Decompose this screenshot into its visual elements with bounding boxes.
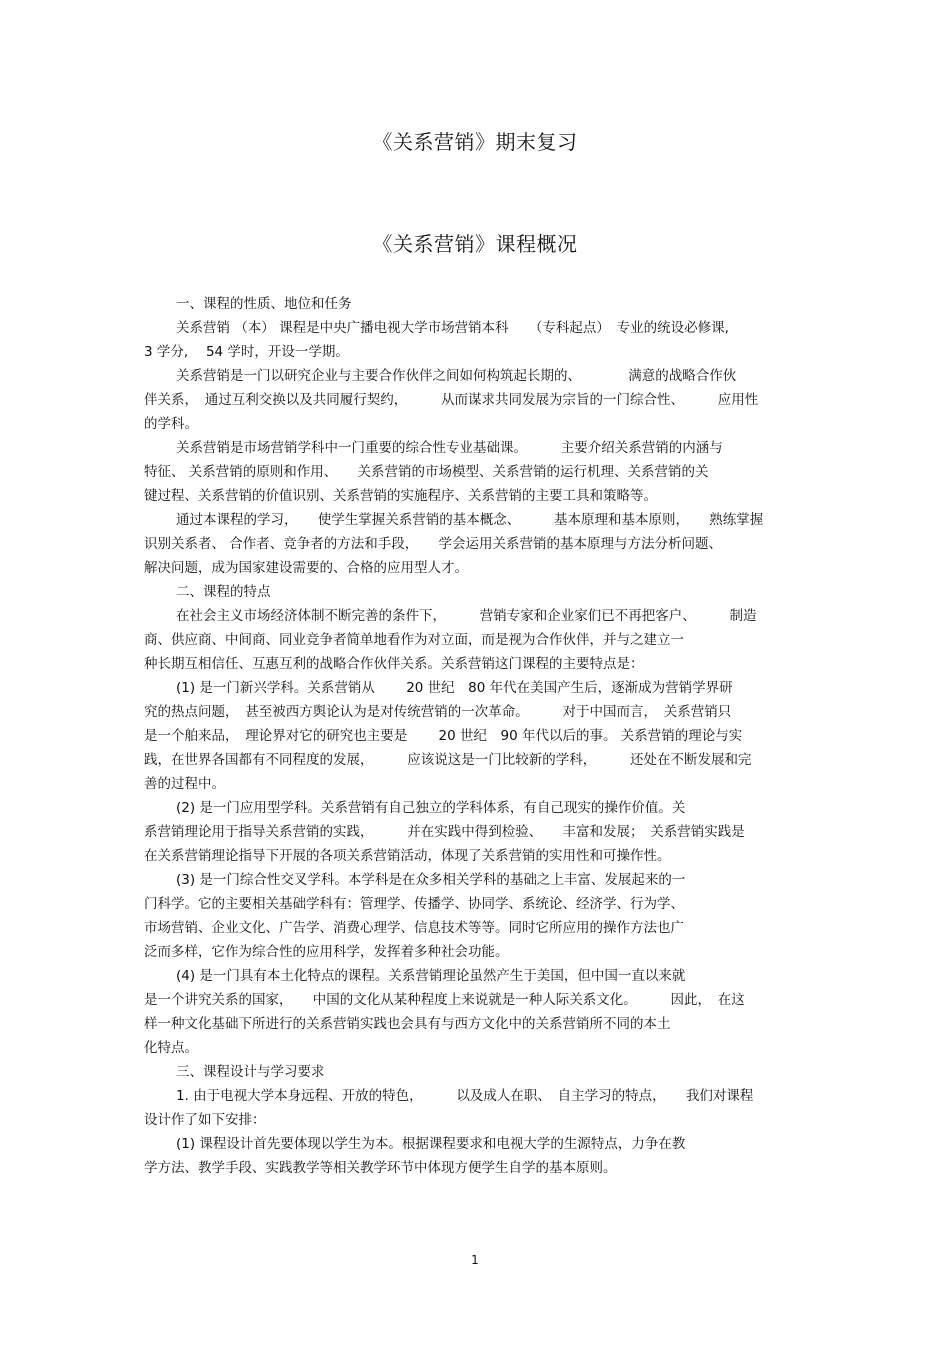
paragraph-line: 系营销理论用于指导关系营销的实践， 并在实践中得到检验、 丰富和发展； 关系营销实践是: [144, 824, 745, 840]
paragraph-line: (2) 是一门应用型学科。关系营销有自己独立的学科体系，有自己现实的操作价值。关: [176, 800, 686, 816]
document-title: 《关系营销》期末复习: [372, 130, 578, 154]
paragraph-line: 的学科。: [144, 416, 198, 432]
paragraph-line: 市场营销、企业文化、广告学、消费心理学、信息技术等等。同时它所应用的操作方法也广: [144, 920, 684, 936]
paragraph-line: 识别关系者、 合作者、竞争者的方法和手段， 学会运用关系营销的基本原理与方法分析问题、: [144, 536, 723, 552]
document-subtitle: 《关系营销》课程概况: [372, 232, 578, 256]
paragraph-line: 是一个讲究关系的国家， 中国的文化从某种程度上来说就是一种人际关系文化。 因此， 在这: [144, 992, 745, 1008]
paragraph-line: 是一个舶来品， 理论界对它的研究也主要是 20 世纪 90 年代以后的事。 关系营销的理论与实: [144, 728, 743, 744]
paragraph-line: 解决问题，成为国家建设需要的、合格的应用型人才。: [144, 560, 468, 576]
paragraph-line: 在社会主义市场经济体制不断完善的条件下， 营销专家和企业家们已不再把客户、 制造: [176, 608, 757, 624]
paragraph-line: (3) 是一门综合性交叉学科。本学科是在众多相关学科的基础之上丰富、发展起来的一: [176, 872, 686, 888]
paragraph-line: 通过本课程的学习， 使学生掌握关系营销的基本概念、 基本原理和基本原则， 熟练掌握: [176, 512, 764, 528]
paragraph-line: 样一种文化基础下所进行的关系营销实践也会具有与西方文化中的关系营销所不同的本土: [144, 1016, 671, 1032]
paragraph-line: 键过程、关系营销的价值识别、关系营销的实施程序、关系营销的主要工具和策略等。: [144, 488, 657, 504]
paragraph-line: 在关系营销理论指导下开展的各项关系营销活动，体现了关系营销的实用性和可操作性。: [144, 848, 671, 864]
paragraph-line: 特征、 关系营销的原则和作用、 关系营销的市场模型、关系营销的运行机理、关系营销的关: [144, 464, 709, 480]
document-body: [144, 292, 804, 1180]
paragraph-line: 1. 由于电视大学本身远程、开放的特色， 以及成人在职、 自主学习的特点， 我们对课程: [176, 1088, 754, 1104]
section-heading: 二、课程的特点: [176, 584, 271, 600]
paragraph-line: 究的热点问题， 甚至被西方舆论认为是对传统营销的一次革命。 对于中国而言， 关系营销只: [144, 704, 732, 720]
paragraph-line: 种长期互相信任、互惠互利的战略合作伙伴关系。关系营销这门课程的主要特点是：: [144, 656, 644, 672]
paragraph-line: 3 学分, 54 学时，开设一学期。: [144, 344, 349, 360]
paragraph-line: 商、供应商、中间商、同业竞争者简单地看作为对立面，而是视为合作伙伴，并与之建立一: [144, 632, 684, 648]
paragraph-line: 泛而多样，它作为综合性的应用科学，发挥着多种社会功能。: [144, 944, 509, 960]
page-number: 1: [471, 1253, 479, 1267]
paragraph-line: 善的过程中。: [144, 776, 225, 792]
paragraph-line: (1) 课程设计首先要体现以学生为本。根据课程要求和电视大学的生源特点，力争在教: [176, 1136, 686, 1152]
paragraph-line: 学方法、教学手段、实践教学等相关教学环节中体现方便学生自学的基本原则。: [144, 1160, 617, 1176]
paragraph-line: (4) 是一门具有本土化特点的课程。关系营销理论虽然产生于美国，但中国一直以来就: [176, 968, 686, 984]
paragraph-line: 关系营销是一门以研究企业与主要合作伙伴之间如何构筑起长期的、 满意的战略合作伙: [176, 368, 737, 384]
paragraph-line: 关系营销是市场营销学科中一门重要的综合性专业基础课。 主要介绍关系营销的内涵与: [176, 440, 723, 456]
paragraph-line: 设计作了如下安排：: [144, 1112, 266, 1128]
paragraph-line: 化特点。: [144, 1040, 198, 1056]
paragraph-line: (1) 是一门新兴学科。关系营销从 20 世纪 80 年代在美国产生后，逐渐成为营销学界研: [176, 680, 733, 696]
paragraph-line: 门科学。它的主要相关基础学科有：管理学、传播学、协同学、系统论、经济学、行为学、: [144, 896, 684, 912]
paragraph-line: 关系营销 （本） 课程是中央广播电视大学市场营销本科 （专科起点） 专业的统设必修课,: [176, 320, 729, 336]
section-heading: 三、课程设计与学习要求: [176, 1064, 325, 1080]
section-heading: 一、课程的性质、地位和任务: [176, 296, 352, 312]
paragraph-line: 践，在世界各国都有不同程度的发展， 应该说这是一门比较新的学科， 还处在不断发展和完: [144, 752, 752, 768]
paragraph-line: 伴关系， 通过互利交换以及共同履行契约， 从而谋求共同发展为宗旨的一门综合性、 应用性: [144, 392, 759, 408]
